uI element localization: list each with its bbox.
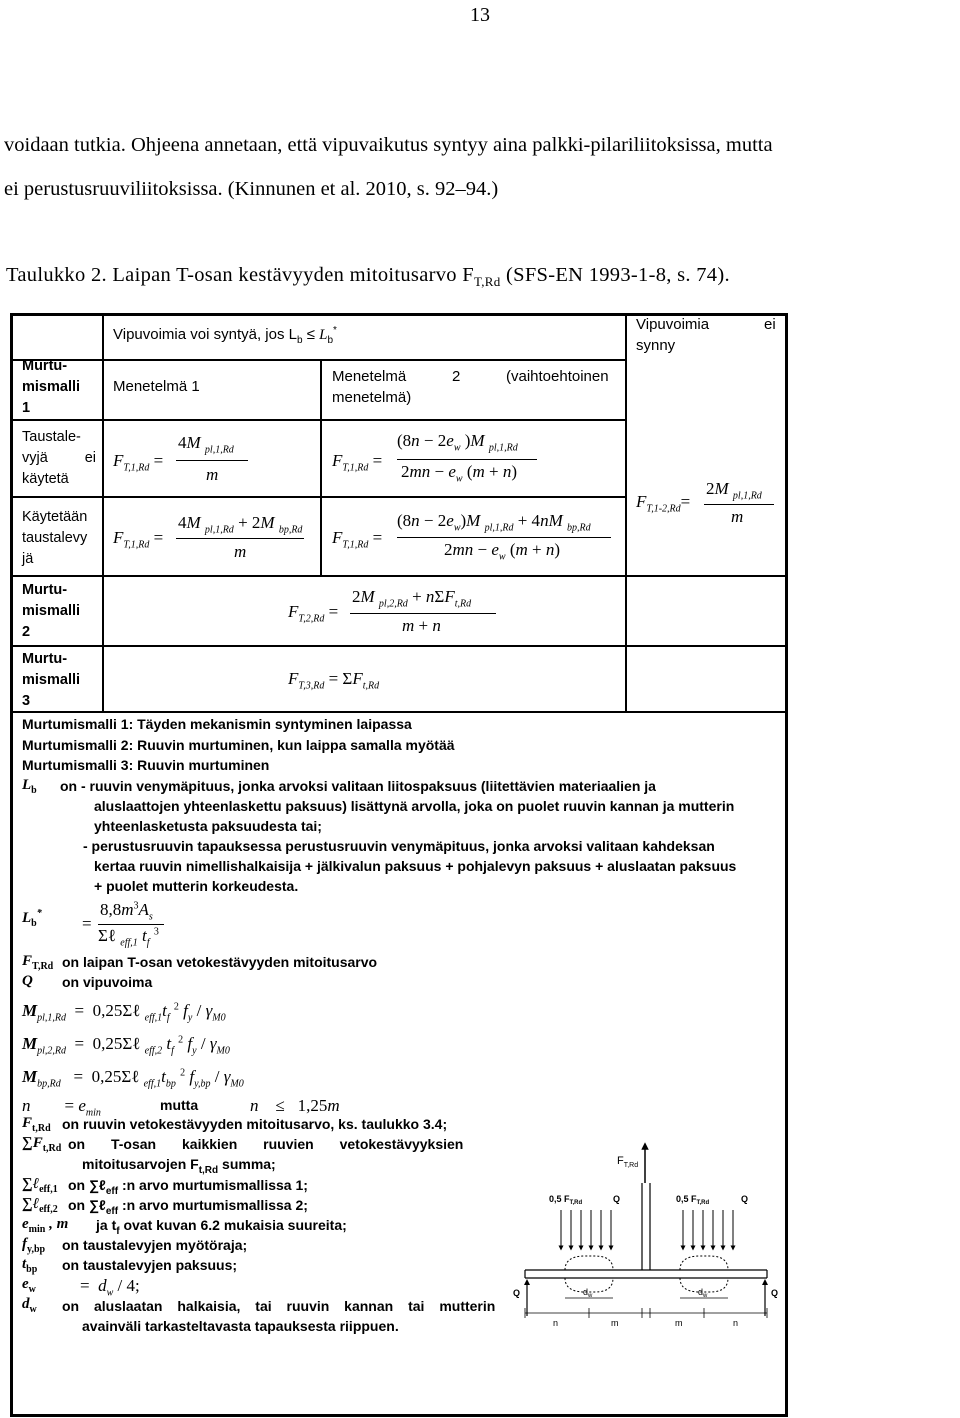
fraction-bar [350,613,496,614]
t-stub-diagram [505,1138,785,1338]
legend-fybp: on taustalevyjen myötöraja; [62,1237,248,1253]
prying-q-right: Q [771,1288,779,1298]
method-2-label-2: menetelmä) [332,389,412,406]
grid-line [13,359,626,361]
formula-m1-method1-noback: $F_{T,1,Rd}$ = [113,451,164,474]
row-mode-1: Murtu- mismalli 1 [22,358,81,416]
legend-ftrd: on laipan T-osan vetokestävyyden mitoitusarvo [62,954,378,970]
symbol-sum-ftrd: $\sum F_{t,Rd}$ [22,1135,62,1154]
formula-mpl1: $M_{pl,1,Rd}$ = 0,25Σℓ $_{eff,1}t_f$ $^2$ $f_y / \gamma_{M0}$ [22,1001,226,1024]
formula-mode2: $F_{T,2,Rd}$ = [288,602,339,625]
fraction-bar [397,459,537,460]
bolt-left [565,1256,613,1292]
formula-m1-method2-back: $F_{T,1,Rd}$ = [332,528,383,551]
symbol-ew: $e_w$ [22,1276,36,1295]
flange-plate [525,1270,767,1278]
symbol-fybp: $f_{y,bp}$ [22,1236,46,1255]
symbol-q: Q [22,973,33,989]
symbol-lb: $L_b$ [22,777,37,796]
left-force-label: 0,5 $F_{T,Rd}$ [549,1194,583,1206]
method-2-number: 2 [452,368,461,385]
header-prying: Vipuvoimia voi syntyä, jos $L_b \le L_b^*$ [113,325,337,346]
header-no-prying-2: ei [764,316,776,333]
fraction-bar [176,460,248,461]
legend-leff2: on ∑ℓ$_{eff}$ :n arvo murtumismallissa 2; [68,1197,308,1217]
formula-num: 4M $_{pl,1,Rd}$ [178,433,234,456]
m-label-left: m [611,1318,619,1328]
formula-num: 2M $_{pl,1,Rd}$ [706,479,762,502]
grid-line [13,419,626,421]
legend-mutta: mutta [160,1097,199,1113]
formula-m12-noprying: $F_{T,1-2,Rd}=$ [636,492,691,515]
symbol-ftrd-bolt: $F_{t,Rd}$ [22,1115,51,1134]
grid-line [625,316,627,711]
method-2-alt: (vaihtoehtoinen [506,368,609,385]
legend-leff1: on ∑ℓ$_{eff}$ :n arvo murtumismallissa 1; [68,1177,308,1197]
legend-lb-6: + puolet mutterin korkeudesta. [94,878,299,894]
paragraph-line-2: ei perustusruuviliitoksissa. (Kinnunen et al. 2010, s. 92–94.) [4,178,499,200]
formula-den: m [206,465,219,484]
symbol-dw: $d_w$ [22,1296,37,1315]
symbol-ftrd: $F_{T,Rd}$ [22,953,54,972]
dw-label-left: $d_w$ [583,1287,593,1299]
header-no-prying-1: Vipuvoimia [636,316,710,333]
legend-mode-3: Murtumismalli 3: Ruuvin murtuminen [22,757,270,773]
symbol-lb-star: $L_b^*$ [22,908,42,929]
prying-q-left: Q [513,1288,521,1298]
row-with-backing: Käytetään taustalevy jä [22,509,88,567]
formula-mbp: $M_{bp,Rd}$ = 0,25Σℓ $_{eff,1}t_{bp}$ $^2$ $f_{y,bp} / \gamma_{M0}$ [22,1067,244,1090]
formula-den: m [731,507,744,526]
legend-mode-1: Murtumismalli 1: Täyden mekanismin syntyminen laipassa [22,716,412,732]
fraction-bar [98,924,164,925]
legend-ftrd-bolt: on ruuvin vetokestävyyden mitoitusarvo, ks. taulukko 3.4; [62,1116,448,1132]
bolt-right [680,1256,728,1292]
grid-line [13,645,788,647]
m-label-right: m [675,1318,683,1328]
page-number: 13 [470,4,490,26]
symbol-leff1: ∑ℓ$_{eff,1}$ [22,1176,58,1195]
formula-den: $2mn - e_w$ (m + n) [401,462,518,485]
grid-line [13,711,788,713]
grid-line [102,316,104,711]
legend-sum-1: on T-osan kaikkien ruuvien vetokestävyyksien [68,1136,464,1152]
formula-num: 2M $_{pl,2,Rd}$ + nΣF$_{t,Rd}$ [352,587,472,610]
dw-label-right: $d_w$ [698,1287,708,1299]
grid-line [13,496,626,498]
formula-den: Σℓ $_{eff,1}$ $t_f$ $^3$ [98,926,159,949]
symbol-tbp: $t_{bp}$ [22,1256,38,1275]
formula-mode3: $F_{T,3,Rd} = \Sigma F_{t,Rd}$ [288,669,380,692]
formula-m1-method2-noback: $F_{T,1,Rd}$ = [332,451,383,474]
formula-m1-method1-back: $F_{T,1,Rd}$ = [113,528,164,551]
formula-ew: = $d_w / 4$; [80,1276,140,1299]
right-force-label: 0,5 $F_{T,Rd}$ [676,1194,710,1206]
formula-num: 4M $_{pl,1,Rd}$ + 2M $_{bp,Rd}$ [178,513,303,536]
legend-dw-2: avainväli tarkasteltavasta tapauksesta riippuen. [82,1318,399,1334]
formula-den: m + n [402,616,441,635]
legend-lb-4: - perustusruuvin tapauksessa perustusruuvin venymäpituus, jonka arvoksi valitaan kahdeksan [83,838,715,854]
formula-den: $2mn - e_w$ (m + n) [444,540,561,563]
formula-num: $8,8m^3A_s$ [100,900,153,923]
n-label-right: n [733,1318,739,1328]
formula-lb-star: = [82,914,92,933]
legend-emin: ja $t_f$ ovat kuvan 6.2 mukaisia suureita; [96,1217,347,1237]
legend-lb-5: kertaa ruuvin nimellishalkaisija + jälkivalun paksuus + pohjalevyn paksuus + aluslaatan paksuus [94,858,737,874]
legend-mode-2: Murtumismalli 2: Ruuvin murtuminen, kun laippa samalla myötää [22,737,455,753]
legend-lb-2: aluslaattojen yhteenlaskettu paksuus) lisättynä arvolla, joka on puolet ruuvin kannan ja mutterin [94,798,735,814]
method-2-label: Menetelmä [332,368,407,385]
fraction-bar [397,537,611,538]
formula-num: $(8n - 2e_w)M$ $_{pl,1,Rd}$ + 4nM $_{bp,Rd}$ [397,511,591,534]
web-plate [642,1183,650,1270]
symbol-emin: $e_{min}$ , m [22,1216,69,1235]
legend-lb-1: on - ruuvin venymäpituus, jonka arvoksi valitaan liitospaksuus (liitettävien materiaalien ja [60,778,656,794]
table-caption: Taulukko 2. Laipan T-osan kestävyyden mitoitusarvo $F_{T,Rd}$ (SFS-EN 1993-1-8, s. 74). [6,264,730,290]
row-mode-3: Murtu- mismalli 3 [22,651,81,709]
legend-lb-3: yhteenlasketusta paksuudesta tai; [94,818,322,834]
formula-mpl2: $M_{pl,2,Rd}$ = 0,25Σℓ $_{eff,2}$ $t_f$ $^2$ $f_y / \gamma_{M0}$ [22,1034,230,1057]
legend-q: on vipuvoima [62,974,153,990]
left-load-arrows [561,1210,611,1248]
formula-n-limit: n ≤ 1,25m [250,1096,340,1115]
grid-line [13,575,788,577]
right-load-arrows [683,1210,733,1248]
left-q-label: Q [613,1194,621,1204]
legend-sum-2: mitoitusarvojen $F_{t,Rd}$ summa; [82,1156,276,1176]
fraction-bar [704,504,774,505]
formula-den: m [234,542,247,561]
header-no-prying-3: synny [636,337,676,354]
paragraph-line-1: voidaan tutkia. Ohjeena annetaan, että vipuvaikutus syntyy aina palkki-pilariliitoksissa, mutta [4,134,773,156]
grid-line [320,360,322,575]
n-label-left: n [553,1318,559,1328]
fraction-bar [176,538,304,539]
row-mode-2: Murtu- mismalli 2 [22,582,81,640]
legend-dw: on aluslaatan halkaisia, tai ruuvin kannan tai mutterin [62,1298,496,1314]
right-q-label: Q [741,1194,749,1204]
dimension-lines [525,1298,767,1318]
symbol-leff2: ∑ℓ$_{eff,2}$ [22,1196,58,1215]
method-1-label: Menetelmä 1 [113,378,200,395]
row-no-backing: Taustale- vyjä ei käytetä [22,429,96,487]
top-force-label: $F_{T,Rd}$ [617,1155,639,1169]
formula-num: ($8n - 2e_w$ )M $_{pl,1,Rd}$ [397,431,518,454]
legend-tbp: on taustalevyjen paksuus; [62,1257,238,1273]
formula-n-emin: n = $e_{min}$ [22,1096,101,1119]
